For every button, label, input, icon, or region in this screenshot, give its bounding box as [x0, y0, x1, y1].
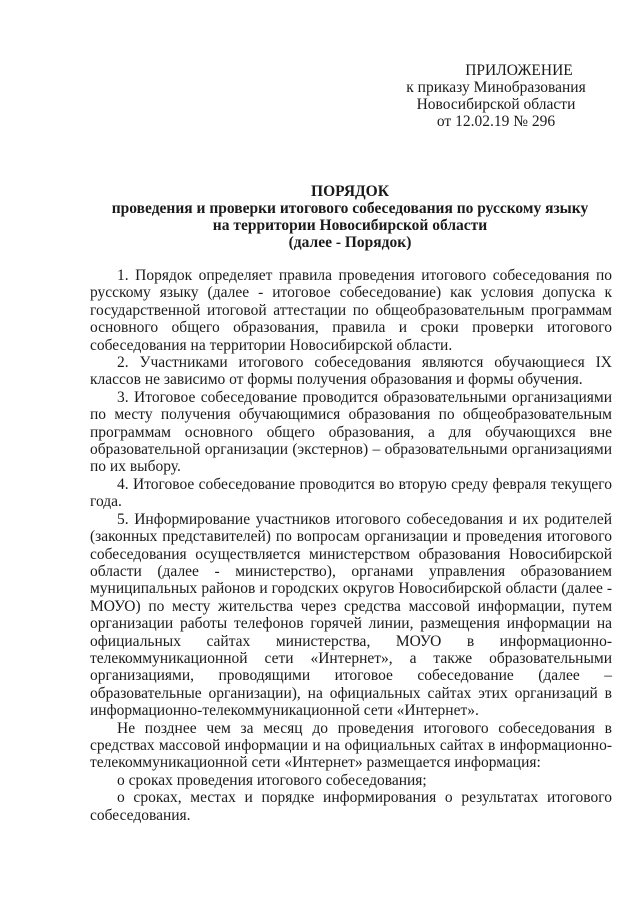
document-body — [90, 267, 612, 824]
heading-subtitle-line-2: на территории Новосибирской области — [212, 217, 488, 234]
appendix-date-line: от 12.02.19 № 296 — [436, 113, 556, 130]
appendix-order-line: к приказу Минобразования — [406, 79, 586, 96]
heading-subtitle-line-1: проведения и проверки итогового собеседования по русскому языку — [111, 200, 589, 217]
appendix-block — [380, 62, 612, 130]
appendix-title: ПРИЛОЖЕНИЕ — [465, 62, 573, 79]
paragraph-4: 4. Итоговое собеседование проводится во вторую среду февраля текущего года. — [90, 475, 612, 511]
paragraph-8: о сроках, местах и порядке информирования о результатах итогового собеседования. — [90, 789, 612, 824]
paragraph-7: о сроках проведения итогового собеседования; — [117, 771, 427, 789]
paragraph-1: 1. Порядок определяет правила проведения итогового собеседования по русскому языку (далее - итоговое собеседование) как условия допуска к государственной итоговой аттестации по общеобразовательным программам основного общего образования, правила и сроки проверки итогового собеседования на территории Новосибирской области. — [90, 267, 612, 354]
paragraph-2: 2. Участниками итогового собеседования являются обучающиеся IX классов не зависимо от формы получения образования и формы обучения. — [90, 354, 612, 389]
paragraph-3: 3. Итоговое собеседование проводится образовательными организациями по месту получения обучающимися образования по общеобразовательным программам основного общего образования, а для обучающихся вне образовательной организации (экстернов) – образовательными организациями по их выбору. — [90, 388, 612, 476]
paragraph-5: 5. Информирование участников итогового собеседования и их родителей (законных представителей) по вопросам организации и проведения итогового собеседования осуществляется министерством образования Новосибирской области (далее - министерство), органами управления образованием муниципальных районов и городских округов Новосибирской области (далее - МОУО) по месту жительства через средства массовой информации, путем организации работы телефонов горячей линии, размещения информации на официальных сайтах министерства, МОУО в информационно-телекоммуникационной сети «Интернет», а также образовательными организациями, проводящими итоговое собеседование (далее – образовательные организации), на официальных сайтах этих организаций в информационно-телекоммуникационной сети «Интернет». — [90, 510, 612, 720]
paragraph-6: Не позднее чем за месяц до проведения итогового собеседования в средствах массовой информации и на официальных сайтах в информационно-телекоммуникационной сети «Интернет» размещается информация: — [90, 719, 612, 772]
appendix-region-line: Новосибирской области — [416, 96, 576, 113]
document-heading — [80, 183, 620, 251]
heading-subtitle-line-3: (далее - Порядок) — [288, 234, 412, 251]
heading-title: ПОРЯДОК — [311, 183, 389, 200]
